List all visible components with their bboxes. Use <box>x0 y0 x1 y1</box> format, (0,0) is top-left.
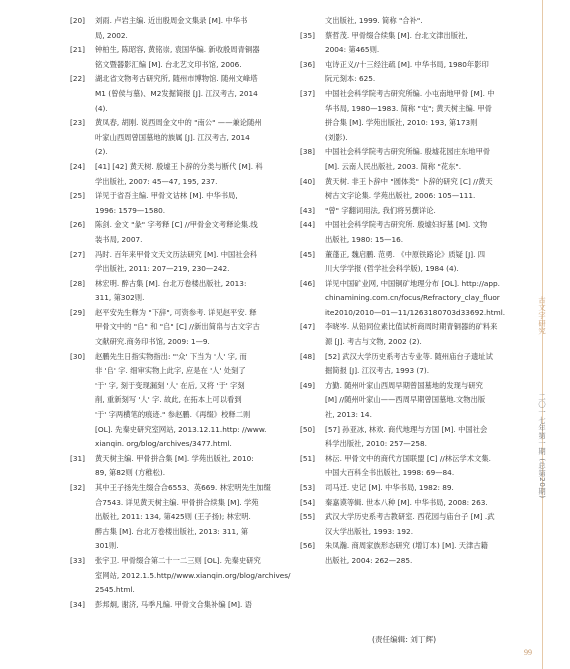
reference-entry <box>70 598 288 613</box>
reference-number: [28] <box>70 278 85 288</box>
reference-text-line: 张宇卫. 甲骨缀合第二十一二三则 [OL]. 先秦史研究 <box>95 555 261 565</box>
reference-entry <box>300 379 522 423</box>
reference-text-line: 科学出版社, 2010: 257—258. <box>325 439 427 449</box>
reference-entry <box>70 277 288 306</box>
reference-text-line: 冯时. 百年来甲骨文天文历法研究 [M]. 中国社会科 <box>95 249 258 259</box>
reference-entry <box>70 554 291 598</box>
reference-text-line: 详见中国矿业网, 中国铜矿地理分布 [OL]. http://app. <box>325 278 500 288</box>
reference-text-line: 中国社会科学院考古研究所编. 小屯南地甲骨 [M]. 中 <box>325 88 495 98</box>
reference-text-line: 非 '𠂤' 字. 细审实物上此字, 应是在 '人' 处刻了 <box>95 366 246 376</box>
reference-number: [50] <box>300 424 315 434</box>
reference-number: [30] <box>70 351 85 361</box>
reference-text-line: 汉大学出版社, 1993: 192. <box>325 526 414 536</box>
reference-number: [44] <box>300 220 315 230</box>
reference-text-line: 钟柏生, 陈昭容, 黄铭崇, 袁国华编. 新收殷周青铜器 <box>95 45 260 55</box>
reference-text-line: 文献研究.商务印书馆, 2009: 1—9. <box>95 337 210 347</box>
reference-text-line: [OL]. 先秦史研究室网站, 2013.12.11.http: //www. <box>95 424 267 434</box>
reference-text-line: 湖北省文物考古研究所, 随州市博物馆. 随州文峰塔 <box>95 74 258 84</box>
reference-number: [31] <box>70 453 85 463</box>
reference-text-line: 掘简报 [J]. 江汉考古, 1993 (7). <box>325 366 430 376</box>
reference-entry <box>70 72 288 116</box>
reference-entry <box>70 306 288 350</box>
reference-text-line: [57] 孙亚冰, 林欢. 商代地理与方国 [M]. 中国社会 <box>325 424 488 434</box>
reference-number: [34] <box>70 599 85 609</box>
reference-entry <box>300 29 522 58</box>
reference-text-line: 朱凤瀚. 商周家族形态研究 (增订本) [M]. 天津古籍 <box>325 541 488 551</box>
reference-text-line: 林宏明. 醉古集 [M]. 台北万卷楼出版社, 2013: <box>95 278 247 288</box>
reference-text-line: 源 [J]. 考古与文物, 2002 (2). <box>325 337 422 347</box>
reference-text-line: 中国社会科学院考古研究所编. 殷墟花园庄东地甲骨 <box>325 147 491 157</box>
reference-entry <box>300 423 522 452</box>
reference-text-line: 刘雨. 卢岩主编. 近出殷周金文集录 [M]. 中华书 <box>95 16 248 25</box>
reference-entry <box>300 350 522 379</box>
reference-number: [54] <box>300 497 315 507</box>
reference-entry <box>70 481 288 554</box>
reference-text-line: 司马迁. 史记 [M]. 中华书局, 1982: 89. <box>325 483 454 492</box>
reference-text-line: 其中王子扬先生缀合合6553、英669. 林宏明先生加缀 <box>95 483 271 492</box>
reference-number: [21] <box>70 45 85 55</box>
reference-text-line: 详见于省吾主编. 甲骨文诂林 [M]. 中华书局, <box>95 191 238 201</box>
reference-text-line: 华书局, 1980—1983. 简称 "屯"; 黄天树主编. 甲骨 <box>325 103 493 113</box>
reference-entry <box>300 320 522 349</box>
reference-text-line: "曾" 字翻词用法, 我们将另撰详论. <box>325 205 436 215</box>
running-side-header <box>530 296 554 499</box>
reference-entry <box>70 160 288 189</box>
reference-number: [26] <box>70 220 85 230</box>
reference-text-line: 拼合集 [M]. 学苑出版社, 2010: 193, 第173则 <box>325 118 478 128</box>
reference-entry <box>300 14 522 29</box>
reference-number: [51] <box>300 453 315 463</box>
reference-text-line: 蔡哲茂. 甲骨缀合续集 [M]. 台北文津出版社, <box>325 30 468 40</box>
reference-number: [45] <box>300 249 315 259</box>
reference-entry <box>300 204 522 219</box>
reference-entry <box>300 452 522 481</box>
reference-text-line: 1996: 1579—1580. <box>95 205 166 215</box>
reference-text-line: (4). <box>95 103 108 113</box>
reference-text-line: 89, 第82则 (方稚松). <box>95 468 166 478</box>
reference-text-line: [41] [42] 黄天树. 殷墟王卜辞的分类与断代 [M]. 科 <box>95 161 263 171</box>
reference-text-line: 赵鹏先生日指实物指出: "'众' 下当为 '人' 字, 而 <box>95 351 247 361</box>
reference-text-line: '于' 字, 刻于变现漏刻 '人' 在后, 又将 '于' 字刻 <box>95 380 245 390</box>
reference-number: [38] <box>300 147 315 157</box>
reference-text-line: 李晓岑. 从铅同位素比值试析商周时期青铜器的矿料来 <box>325 322 498 332</box>
reference-number: [23] <box>70 118 85 128</box>
reference-text-line: 中国社会科学院考古研究所. 殷墟妇好墓 [M]. 文物 <box>325 220 488 230</box>
responsible-editor: (责任编辑: 刘丁辉) <box>372 635 437 644</box>
reference-text-line: 2004: 第465则. <box>325 45 380 55</box>
reference-text-line: 室网站, 2012.1.5.http//www.xianqin.org/blog/archives/ <box>95 570 291 580</box>
reference-text-line: 社, 2013: 14. <box>325 410 372 420</box>
reference-text-line: 301则. <box>95 541 119 551</box>
reference-entry <box>300 481 522 496</box>
reference-entry <box>300 510 522 539</box>
reference-text-line: 合7543. 详见黄天树主编. 甲骨拼合续集 [M]. 学苑 <box>95 497 259 507</box>
reference-entry <box>300 277 522 321</box>
reference-text-line: ite2010/2010—01—11/1263180703d33692.html. <box>325 307 506 317</box>
reference-number: [32] <box>70 483 85 492</box>
reference-text-line: 武汉大学历史系考古教研室. 西花园与庙台子 [M] .武 <box>325 512 495 522</box>
reference-entry <box>70 248 288 277</box>
reference-number: [40] <box>300 176 315 186</box>
reference-entry <box>70 218 288 247</box>
reference-entry <box>70 43 288 72</box>
journal-name: 古文字研究 <box>538 296 547 335</box>
reference-text-line: 川大学学报 (哲学社会科学版), 1984 (4). <box>325 264 459 274</box>
reference-number: [55] <box>300 512 315 522</box>
reference-text-line: 出版社, 2004: 262—285. <box>325 555 413 565</box>
reference-entry <box>300 58 522 87</box>
reference-entry <box>300 145 522 174</box>
reference-number: [47] <box>300 322 315 332</box>
reference-text-line: 彭邦炯, 谢济, 马季凡编. 甲骨文合集补编 [M]. 语 <box>95 599 252 609</box>
reference-text-line: 2545.html. <box>95 585 135 595</box>
reference-entry <box>300 539 522 568</box>
reference-text-line: [M] //随州叶家山——西周早期曾国墓地.文物出版 <box>325 395 486 405</box>
reference-entry <box>300 175 522 204</box>
reference-text-line: 赵平安先生释为 "下辞", 可资参考. 详见赵平安. 释 <box>95 307 257 317</box>
reference-number: [36] <box>300 59 315 69</box>
reference-entry <box>70 116 288 160</box>
reference-entry <box>70 350 288 452</box>
reference-text-line: 局, 2002. <box>95 30 128 40</box>
issue-label: 二〇一七年第一期 (总第20期) <box>538 393 547 499</box>
reference-text-line: 文出版社, 1999. 简称 "合补". <box>325 16 423 25</box>
page-number: 99 <box>524 648 532 657</box>
reference-number: [27] <box>70 249 85 259</box>
reference-text-line: 学出版社, 2011: 207—219, 230—242. <box>95 264 230 274</box>
reference-number: [46] <box>300 278 315 288</box>
reference-text-line: 学出版社, 2007: 45—47, 195, 237. <box>95 176 218 186</box>
reference-text-line: xianqin. org/blog/archives/3477.html. <box>95 439 232 449</box>
reference-text-line: [M]. 云南人民出版社, 2003. 简称 "花东". <box>325 161 462 171</box>
reference-entry <box>70 189 288 218</box>
reference-entry <box>300 218 522 247</box>
reference-number <box>300 14 325 29</box>
reference-text-line: 黄凤春, 胡刚. 说西周金文中的 "南公" ——兼论随州 <box>95 118 262 128</box>
reference-text-line: '于' 字两横笔的痕迹." 参赵鹏.《再缀》校释二则 <box>95 410 251 420</box>
reference-number: [29] <box>70 307 85 317</box>
reference-text-line: chinamining.com.cn/focus/Refractory_clay_fluor <box>325 293 500 303</box>
reference-text-line: 董蓬正, 魏启鹏. 范勇. 《中原铁路论》质疑 [J]. 四 <box>325 249 486 259</box>
reference-text-line: 林沄. 甲骨文中的商代方国联盟 [C] //林沄学术文集. <box>325 453 491 463</box>
reference-entry <box>300 248 522 277</box>
reference-number: [22] <box>70 74 85 84</box>
reference-text-line: 叶家山西周曾国墓地的族属 [J]. 江汉考古, 2014 <box>95 132 250 142</box>
reference-number: [49] <box>300 380 315 390</box>
reference-text-line: (刘影). <box>325 132 348 142</box>
reference-text-line: 陈剑. 金文 "彖" 字考释 [C] //甲骨金文考释论集.线 <box>95 220 258 230</box>
reference-number: [20] <box>70 16 85 25</box>
reference-text-line: 甲骨文中的 "𠂤" 和 "𠂤" [C] //新出简帛与古文字古 <box>95 322 260 332</box>
reference-number: [43] <box>300 205 315 215</box>
reference-text-line: 秦嘉谟等辑. 世本八种 [M]. 中华书局, 2008: 263. <box>325 497 488 507</box>
reference-text-line: [52] 武汉大学历史系考古专业等. 随州庙台子遗址试 <box>325 351 493 361</box>
reference-number: [24] <box>70 161 85 171</box>
reference-text-line: M1 (曾侯与墓)、M2发掘简报 [J]. 江汉考古, 2014 <box>95 88 258 98</box>
reference-entry <box>300 496 522 511</box>
reference-entry <box>300 87 522 145</box>
references-right-column <box>300 14 522 569</box>
reference-text-line: 屯诗正义//十三经注疏 [M]. 中华书局, 1980年影印 <box>325 59 489 69</box>
reference-text-line: 铭文暨器影汇编 [M]. 台北艺文印书馆, 2006. <box>95 59 242 69</box>
reference-number: [37] <box>300 88 315 98</box>
reference-text-line: 方勤. 随州叶家山西周早期曾国墓地的发现与研究 <box>325 380 483 390</box>
reference-text-line: (2). <box>95 147 108 157</box>
reference-entry <box>70 452 288 481</box>
reference-text-line: 出版社, 2011: 134, 第425则 (王子扬); 林宏明. <box>95 512 251 522</box>
reference-entry <box>70 14 288 43</box>
reference-text-line: 树古文字论集. 学苑出版社, 2006: 105—111. <box>325 191 476 201</box>
references-left-column <box>70 14 291 612</box>
reference-text-line: 出版社, 1980: 15—16. <box>325 234 404 244</box>
reference-number: [48] <box>300 351 315 361</box>
reference-number: [33] <box>70 555 85 565</box>
reference-text-line: 黄天树. 非王卜辞中 "圆体类" 卜辞的研究 [C] //黄天 <box>325 176 493 186</box>
reference-number: [25] <box>70 191 85 201</box>
reference-number: [35] <box>300 30 315 40</box>
reference-text-line: 中国大百科全书出版社, 1998: 69—84. <box>325 468 455 478</box>
reference-text-line: 311, 第302则. <box>95 293 145 303</box>
reference-text-line: 阮元刻本: 625. <box>325 74 376 84</box>
reference-number: [56] <box>300 541 315 551</box>
reference-text-line: 醉古集 [M]. 台北万卷楼出版社, 2013: 311, 第 <box>95 526 249 536</box>
reference-text-line: 装书局, 2007. <box>95 234 143 244</box>
reference-text-line: 黄天树主编. 甲骨拼合集 [M]. 学苑出版社, 2010: <box>95 453 254 463</box>
reference-number: [53] <box>300 483 315 492</box>
reference-text-line: 削, 重新刻写 '人' 字. 故此, 在拓本上可以看到 <box>95 395 242 405</box>
